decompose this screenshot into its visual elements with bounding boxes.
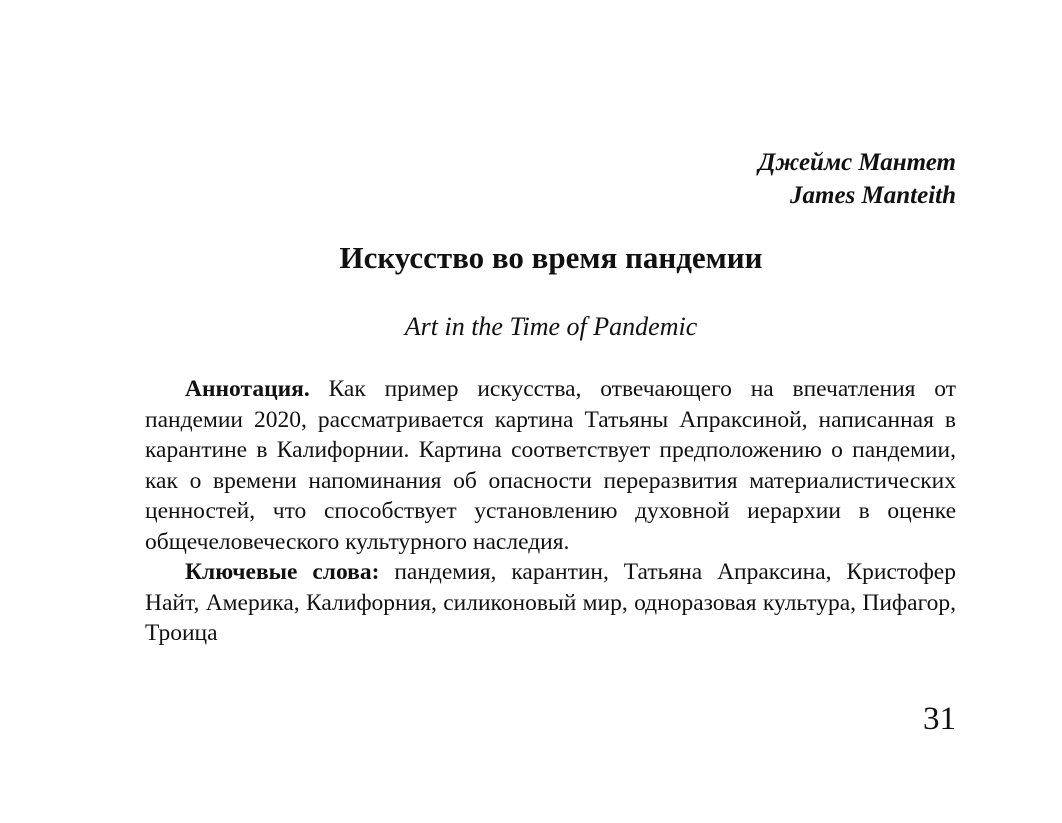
abstract-label: Аннотация. [185,376,310,402]
abstract-section [145,374,956,649]
abstract-paragraph [145,374,956,557]
keywords-paragraph [145,557,956,649]
keywords-label: Ключевые слова: [185,559,380,585]
author-name-russian: Джеймс Мантет [758,149,956,176]
abstract-text: Как пример искусства, отвечающего на впечатления от пандемии 2020, рассматривается картина Татьяны Апраксиной, написанная в карантине в Калифорнии. Картина соответствует предположению о пандемии, как о времени напоминания об опасности переразвития материалистических ценностей, что способствует установлению духовной иерархии в оценке общечеловеческого культурного наследия. [145,376,956,555]
author-block [758,146,956,212]
page-number: 31 [923,701,956,737]
article-title: Искусство во время пандемии [339,240,763,275]
article-subtitle: Art in the Time of Pandemic [404,312,698,341]
author-name-english: James Manteith [790,182,956,209]
keywords-text: пандемия, карантин, Татьяна Апраксина, Кристофер Найт, Америка, Калифорния, силиконовый мир, одноразовая культура, Пифагор, Троица [145,559,956,646]
